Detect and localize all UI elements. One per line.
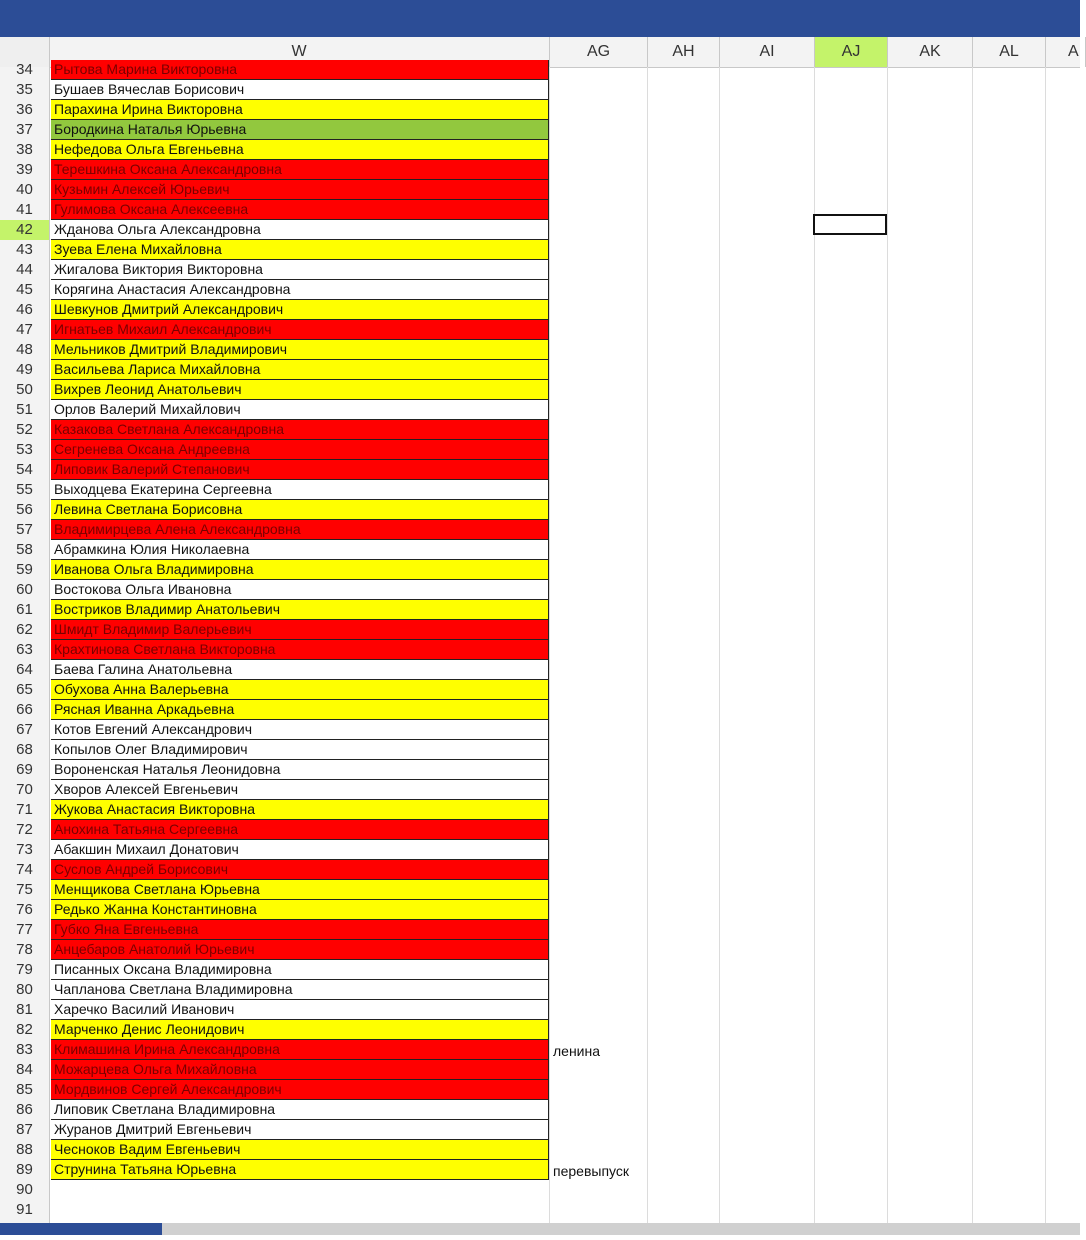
row-number[interactable]: 77 (16, 921, 33, 938)
table-row (0, 980, 1080, 1000)
row-number[interactable]: 46 (16, 301, 33, 318)
row-number[interactable]: 50 (16, 381, 33, 398)
column-header-w[interactable]: W (49, 37, 550, 67)
table-row (0, 1020, 1080, 1040)
table-row (0, 1100, 1080, 1120)
table-row (0, 1120, 1080, 1140)
row-number[interactable]: 75 (16, 881, 33, 898)
column-header-aj[interactable]: AJ (815, 37, 888, 67)
cell-w-name[interactable]: Выходцева Екатерина Сергеевна (51, 480, 549, 500)
cell-w-name[interactable]: Можарцева Ольга Михайловна (51, 1060, 549, 1080)
row-number[interactable]: 36 (16, 101, 33, 118)
row-number[interactable]: 91 (16, 1201, 33, 1218)
cell-w-name[interactable]: Хворов Алексей Евгеньевич (51, 780, 549, 800)
table-row (0, 700, 1080, 720)
cell-w-name[interactable]: Марченко Денис Леонидович (51, 1020, 549, 1040)
row-number[interactable]: 84 (16, 1061, 33, 1078)
cell-w-name[interactable]: Харечко Василий Иванович (51, 1000, 549, 1020)
row-number[interactable]: 70 (16, 781, 33, 798)
column-header-am[interactable]: A (1046, 37, 1086, 67)
row-number[interactable]: 47 (16, 321, 33, 338)
table-row (0, 720, 1080, 740)
cell-w-name[interactable]: Мордвинов Сергей Александрович (51, 1080, 549, 1100)
cell-w-name[interactable]: Терешкина Оксана Александровна (51, 160, 549, 180)
table-row (0, 180, 1080, 200)
cell-w-name[interactable]: Жданова Ольга Александровна (51, 220, 549, 240)
row-number[interactable]: 39 (16, 161, 33, 178)
cell-w-name[interactable]: Зуева Елена Михайловна (51, 240, 549, 260)
row-number[interactable]: 80 (16, 981, 33, 998)
table-row (0, 560, 1080, 580)
cell-w-name[interactable]: Копылов Олег Владимирович (51, 740, 549, 760)
cell-w-name[interactable]: Абакшин Михаил Донатович (51, 840, 549, 860)
cell-w-name[interactable]: Казакова Светлана Александровна (51, 420, 549, 440)
cell-w-name[interactable]: Востокова Ольга Ивановна (51, 580, 549, 600)
cell-w-name[interactable]: Баева Галина Анатольевна (51, 660, 549, 680)
row-number[interactable]: 44 (16, 261, 33, 278)
cell-w-name[interactable]: Парахина Ирина Викторовна (51, 100, 549, 120)
row-number[interactable]: 61 (16, 601, 33, 618)
row-number[interactable]: 53 (16, 441, 33, 458)
table-row (0, 1060, 1080, 1080)
table-row (0, 1000, 1080, 1020)
cell-w-name[interactable]: Мельников Дмитрий Владимирович (51, 340, 549, 360)
cell-w-name[interactable]: Климашина Ирина Александровна (51, 1040, 549, 1060)
row-number[interactable]: 56 (16, 501, 33, 518)
row-number[interactable]: 82 (16, 1021, 33, 1038)
table-row (0, 940, 1080, 960)
cell-w-name[interactable]: Писанных Оксана Владимировна (51, 960, 549, 980)
cell-w-name[interactable]: Васильева Лариса Михайловна (51, 360, 549, 380)
cell-w-name[interactable]: Игнатьев Михаил Александрович (51, 320, 549, 340)
row-number[interactable]: 73 (16, 841, 33, 858)
table-row (0, 1200, 1080, 1220)
row-number[interactable]: 74 (16, 861, 33, 878)
table-row (0, 500, 1080, 520)
row-number[interactable]: 49 (16, 361, 33, 378)
row-number[interactable]: 79 (16, 961, 33, 978)
table-row (0, 420, 1080, 440)
table-row (0, 880, 1080, 900)
cell-w-name[interactable]: Жукова Анастасия Викторовна (51, 800, 549, 820)
cell-w-name[interactable]: Бородкина Наталья Юрьевна (51, 120, 549, 140)
column-header-ah[interactable]: AH (648, 37, 720, 67)
row-number[interactable]: 69 (16, 761, 33, 778)
row-number[interactable]: 72 (16, 821, 33, 838)
table-row (0, 80, 1080, 100)
cell-w-name[interactable]: Суслов Андрей Борисович (51, 860, 549, 880)
table-row (0, 200, 1080, 220)
cell-w-name[interactable]: Корягина Анастасия Александровна (51, 280, 549, 300)
row-number[interactable]: 40 (16, 181, 33, 198)
row-number[interactable]: 42 (0, 220, 49, 240)
row-number[interactable]: 90 (16, 1181, 33, 1198)
table-row (0, 260, 1080, 280)
table-row (0, 160, 1080, 180)
cell-w-name[interactable]: Вихрев Леонид Анатольевич (51, 380, 549, 400)
row-number[interactable]: 54 (16, 461, 33, 478)
table-row (0, 640, 1080, 660)
row-number[interactable]: 76 (16, 901, 33, 918)
cell-w-name[interactable]: Анохина Татьяна Сергеевна (51, 820, 549, 840)
table-row (0, 1080, 1080, 1100)
table-row (0, 600, 1080, 620)
row-number[interactable]: 67 (16, 721, 33, 738)
spreadsheet-grid[interactable] (0, 61, 1080, 1223)
cell-w-name[interactable]: Губко Яна Евгеньевна (51, 920, 549, 940)
table-row (0, 780, 1080, 800)
column-header-ak[interactable]: AK (888, 37, 973, 67)
cell-w-name[interactable]: Владимирцева Алена Александровна (51, 520, 549, 540)
row-number[interactable]: 41 (16, 201, 33, 218)
table-row (0, 520, 1080, 540)
table-row (0, 960, 1080, 980)
cell-w-name[interactable]: Рясная Иванна Аркадьевна (51, 700, 549, 720)
row-number[interactable]: 66 (16, 701, 33, 718)
cell-w-name[interactable]: Сегренева Оксана Андреевна (51, 440, 549, 460)
row-number[interactable]: 68 (16, 741, 33, 758)
table-row (0, 820, 1080, 840)
cell-w-name[interactable]: Менщикова Светлана Юрьевна (51, 880, 549, 900)
row-number[interactable]: 37 (16, 121, 33, 138)
table-row (0, 860, 1080, 880)
table-row (0, 100, 1080, 120)
scrollbar-thumb[interactable] (0, 1223, 162, 1235)
table-row (0, 1180, 1080, 1200)
table-row (0, 800, 1080, 820)
cell-w-name[interactable]: Редько Жанна Константиновна (51, 900, 549, 920)
table-row (0, 1040, 1080, 1060)
row-number[interactable]: 85 (16, 1081, 33, 1098)
row-number[interactable]: 89 (16, 1161, 33, 1178)
cell-w-name[interactable]: Крахтинова Светлана Викторовна (51, 640, 549, 660)
table-row (0, 360, 1080, 380)
cell-w-name[interactable]: Кузьмин Алексей Юрьевич (51, 180, 549, 200)
row-number[interactable]: 62 (16, 621, 33, 638)
table-row (0, 280, 1080, 300)
cell-w-name[interactable]: Струнина Татьяна Юрьевна (51, 1160, 549, 1180)
cell-w-name[interactable]: Востриков Владимир Анатольевич (51, 600, 549, 620)
cell-w-name[interactable]: Шмидт Владимир Валерьевич (51, 620, 549, 640)
cell-ag-note[interactable]: перевыпуск (553, 1163, 629, 1179)
table-row (0, 60, 1080, 80)
cell-w-name[interactable]: Чесноков Вадим Евгеньевич (51, 1140, 549, 1160)
table-row (0, 240, 1080, 260)
cell-w-name[interactable]: Абрамкина Юлия Николаевна (51, 540, 549, 560)
table-row (0, 680, 1080, 700)
table-row (0, 220, 1080, 240)
cell-w-name[interactable]: Шевкунов Дмитрий Александрович (51, 300, 549, 320)
cell-w-name[interactable]: Липовик Валерий Степанович (51, 460, 549, 480)
cell-w-name[interactable]: Нефедова Ольга Евгеньевна (51, 140, 549, 160)
row-number[interactable]: 38 (16, 141, 33, 158)
table-row (0, 660, 1080, 680)
row-number[interactable]: 88 (16, 1141, 33, 1158)
cell-w-name[interactable]: Липовик Светлана Владимировна (51, 1100, 549, 1120)
row-number[interactable]: 55 (16, 481, 33, 498)
cell-ag-note[interactable]: ленина (553, 1043, 601, 1059)
row-number[interactable]: 87 (16, 1121, 33, 1138)
table-row (0, 120, 1080, 140)
column-header-al[interactable]: AL (973, 37, 1046, 67)
table-row (0, 480, 1080, 500)
row-number[interactable]: 48 (16, 341, 33, 358)
row-number[interactable]: 63 (16, 641, 33, 658)
row-number[interactable]: 60 (16, 581, 33, 598)
cell-w-name[interactable] (51, 1200, 549, 1220)
row-number[interactable]: 78 (16, 941, 33, 958)
row-number[interactable]: 57 (16, 521, 33, 538)
cell-w-name[interactable]: Гулимова Оксана Алексеевна (51, 200, 549, 220)
selected-cell-aj42[interactable] (813, 214, 887, 235)
table-row (0, 760, 1080, 780)
cell-w-name[interactable]: Котов Евгений Александрович (51, 720, 549, 740)
table-row (0, 340, 1080, 360)
row-number[interactable]: 52 (16, 421, 33, 438)
cell-w-name[interactable]: Чапланова Светлана Владимировна (51, 980, 549, 1000)
cell-w-name[interactable]: Вороненская Наталья Леонидовна (51, 760, 549, 780)
row-number[interactable]: 71 (16, 801, 33, 818)
row-number[interactable]: 34 (16, 61, 33, 78)
cell-w-name[interactable]: Жигалова Виктория Викторовна (51, 260, 549, 280)
row-number[interactable]: 43 (16, 241, 33, 258)
cell-w-name[interactable]: Иванова Ольга Владимировна (51, 560, 549, 580)
table-row (0, 740, 1080, 760)
column-header-ag[interactable]: AG (550, 37, 648, 67)
table-row (0, 440, 1080, 460)
horizontal-scrollbar[interactable] (0, 1223, 1080, 1235)
row-number[interactable]: 64 (16, 661, 33, 678)
table-row (0, 300, 1080, 320)
cell-w-name[interactable]: Журанов Дмитрий Евгеньевич (51, 1120, 549, 1140)
cell-w-name[interactable]: Рытова Марина Викторовна (51, 60, 549, 80)
row-number[interactable]: 65 (16, 681, 33, 698)
table-row (0, 320, 1080, 340)
column-header-ai[interactable]: AI (720, 37, 815, 67)
cell-w-name[interactable]: Обухова Анна Валерьевна (51, 680, 549, 700)
table-row (0, 1160, 1080, 1180)
cell-w-name[interactable]: Орлов Валерий Михайлович (51, 400, 549, 420)
row-number[interactable]: 81 (16, 1001, 33, 1018)
table-row (0, 620, 1080, 640)
row-number[interactable]: 35 (16, 81, 33, 98)
row-number[interactable]: 59 (16, 561, 33, 578)
table-row (0, 900, 1080, 920)
cell-w-name[interactable]: Левина Светлана Борисовна (51, 500, 549, 520)
table-row (0, 1140, 1080, 1160)
row-number[interactable]: 51 (16, 401, 33, 418)
table-row (0, 460, 1080, 480)
table-row (0, 580, 1080, 600)
cell-w-name[interactable]: Анцебаров Анатолий Юрьевич (51, 940, 549, 960)
table-row (0, 380, 1080, 400)
table-row (0, 540, 1080, 560)
cell-w-name[interactable]: Бушаев Вячеслав Борисович (51, 80, 549, 100)
row-number[interactable]: 45 (16, 281, 33, 298)
row-number[interactable]: 83 (16, 1041, 33, 1058)
cell-w-name[interactable] (51, 1180, 549, 1200)
table-row (0, 840, 1080, 860)
app-top-bar (0, 0, 1080, 37)
table-row (0, 920, 1080, 940)
table-row (0, 400, 1080, 420)
table-row (0, 140, 1080, 160)
row-number[interactable]: 58 (16, 541, 33, 558)
row-number[interactable]: 86 (16, 1101, 33, 1118)
